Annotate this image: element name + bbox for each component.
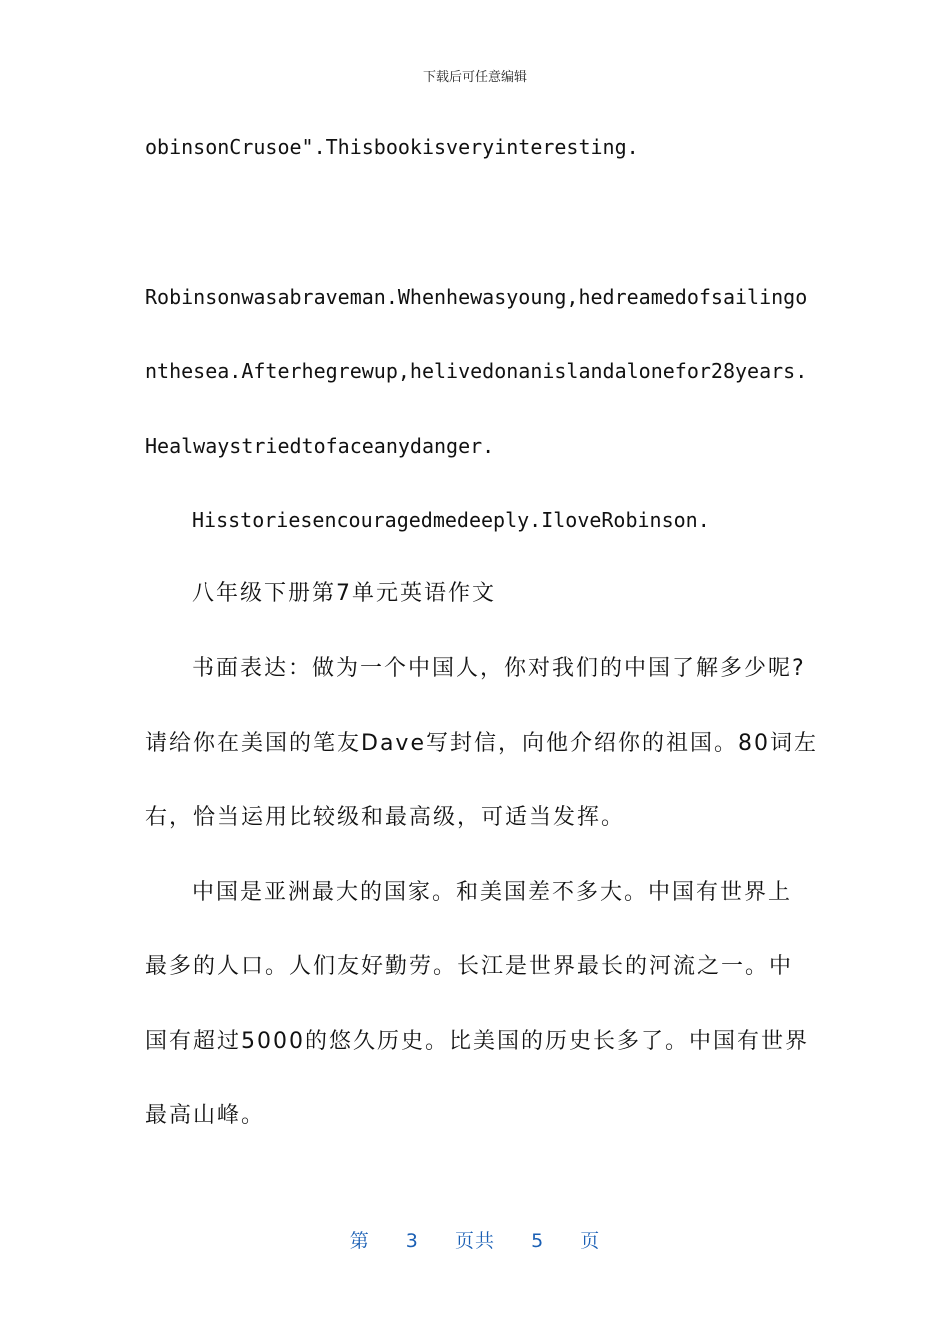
paragraph-line: 书面表达：做为一个中国人，你对我们的中国了解多少呢? (192, 656, 806, 681)
paragraph-line: 最多的人口。人们友好勤劳。长江是世界最长的河流之一。中 (145, 954, 794, 979)
paragraph-line: 右，恰当运用比较级和最高级，可适当发挥。 (145, 805, 626, 830)
paragraph-line: 国有超过5000的悠久历史。比美国的历史长多了。中国有世界 (145, 1029, 809, 1054)
paragraph-line: 请给你在美国的笔友Dave写封信，向他介绍你的祖国。80词左 (145, 731, 818, 756)
paragraph-line: 中国是亚洲最大的国家。和美国差不多大。中国有世界上 (192, 880, 793, 905)
current-page-number: 3 (405, 1230, 419, 1252)
page-label-mid: 页共 (454, 1230, 495, 1252)
paragraph-line: Robinsonwasabraveman.Whenhewasyoung,hedreamedofsailingo (145, 285, 808, 309)
section-title: 八年级下册第7单元英语作文 (192, 581, 496, 606)
page-label-prefix: 第 (349, 1230, 370, 1252)
paragraph-line: 最高山峰。 (145, 1103, 266, 1128)
total-pages-number: 5 (531, 1230, 545, 1252)
page-label-suffix: 页 (580, 1230, 601, 1252)
paragraph-line: Hisstoriesencouragedmedeeply.IloveRobinson. (192, 508, 710, 532)
page-header: 下载后可任意编辑 (422, 70, 527, 85)
paragraph-line: obinsonCrusoe".Thisbookisveryinteresting. (145, 135, 639, 159)
page-footer (0, 1226, 950, 1253)
paragraph-line: Healwaystriedtofaceanydanger. (145, 434, 495, 458)
paragraph-line: nthesea.Afterhegrewup,helivedonanislandalonefor28years. (145, 359, 808, 383)
